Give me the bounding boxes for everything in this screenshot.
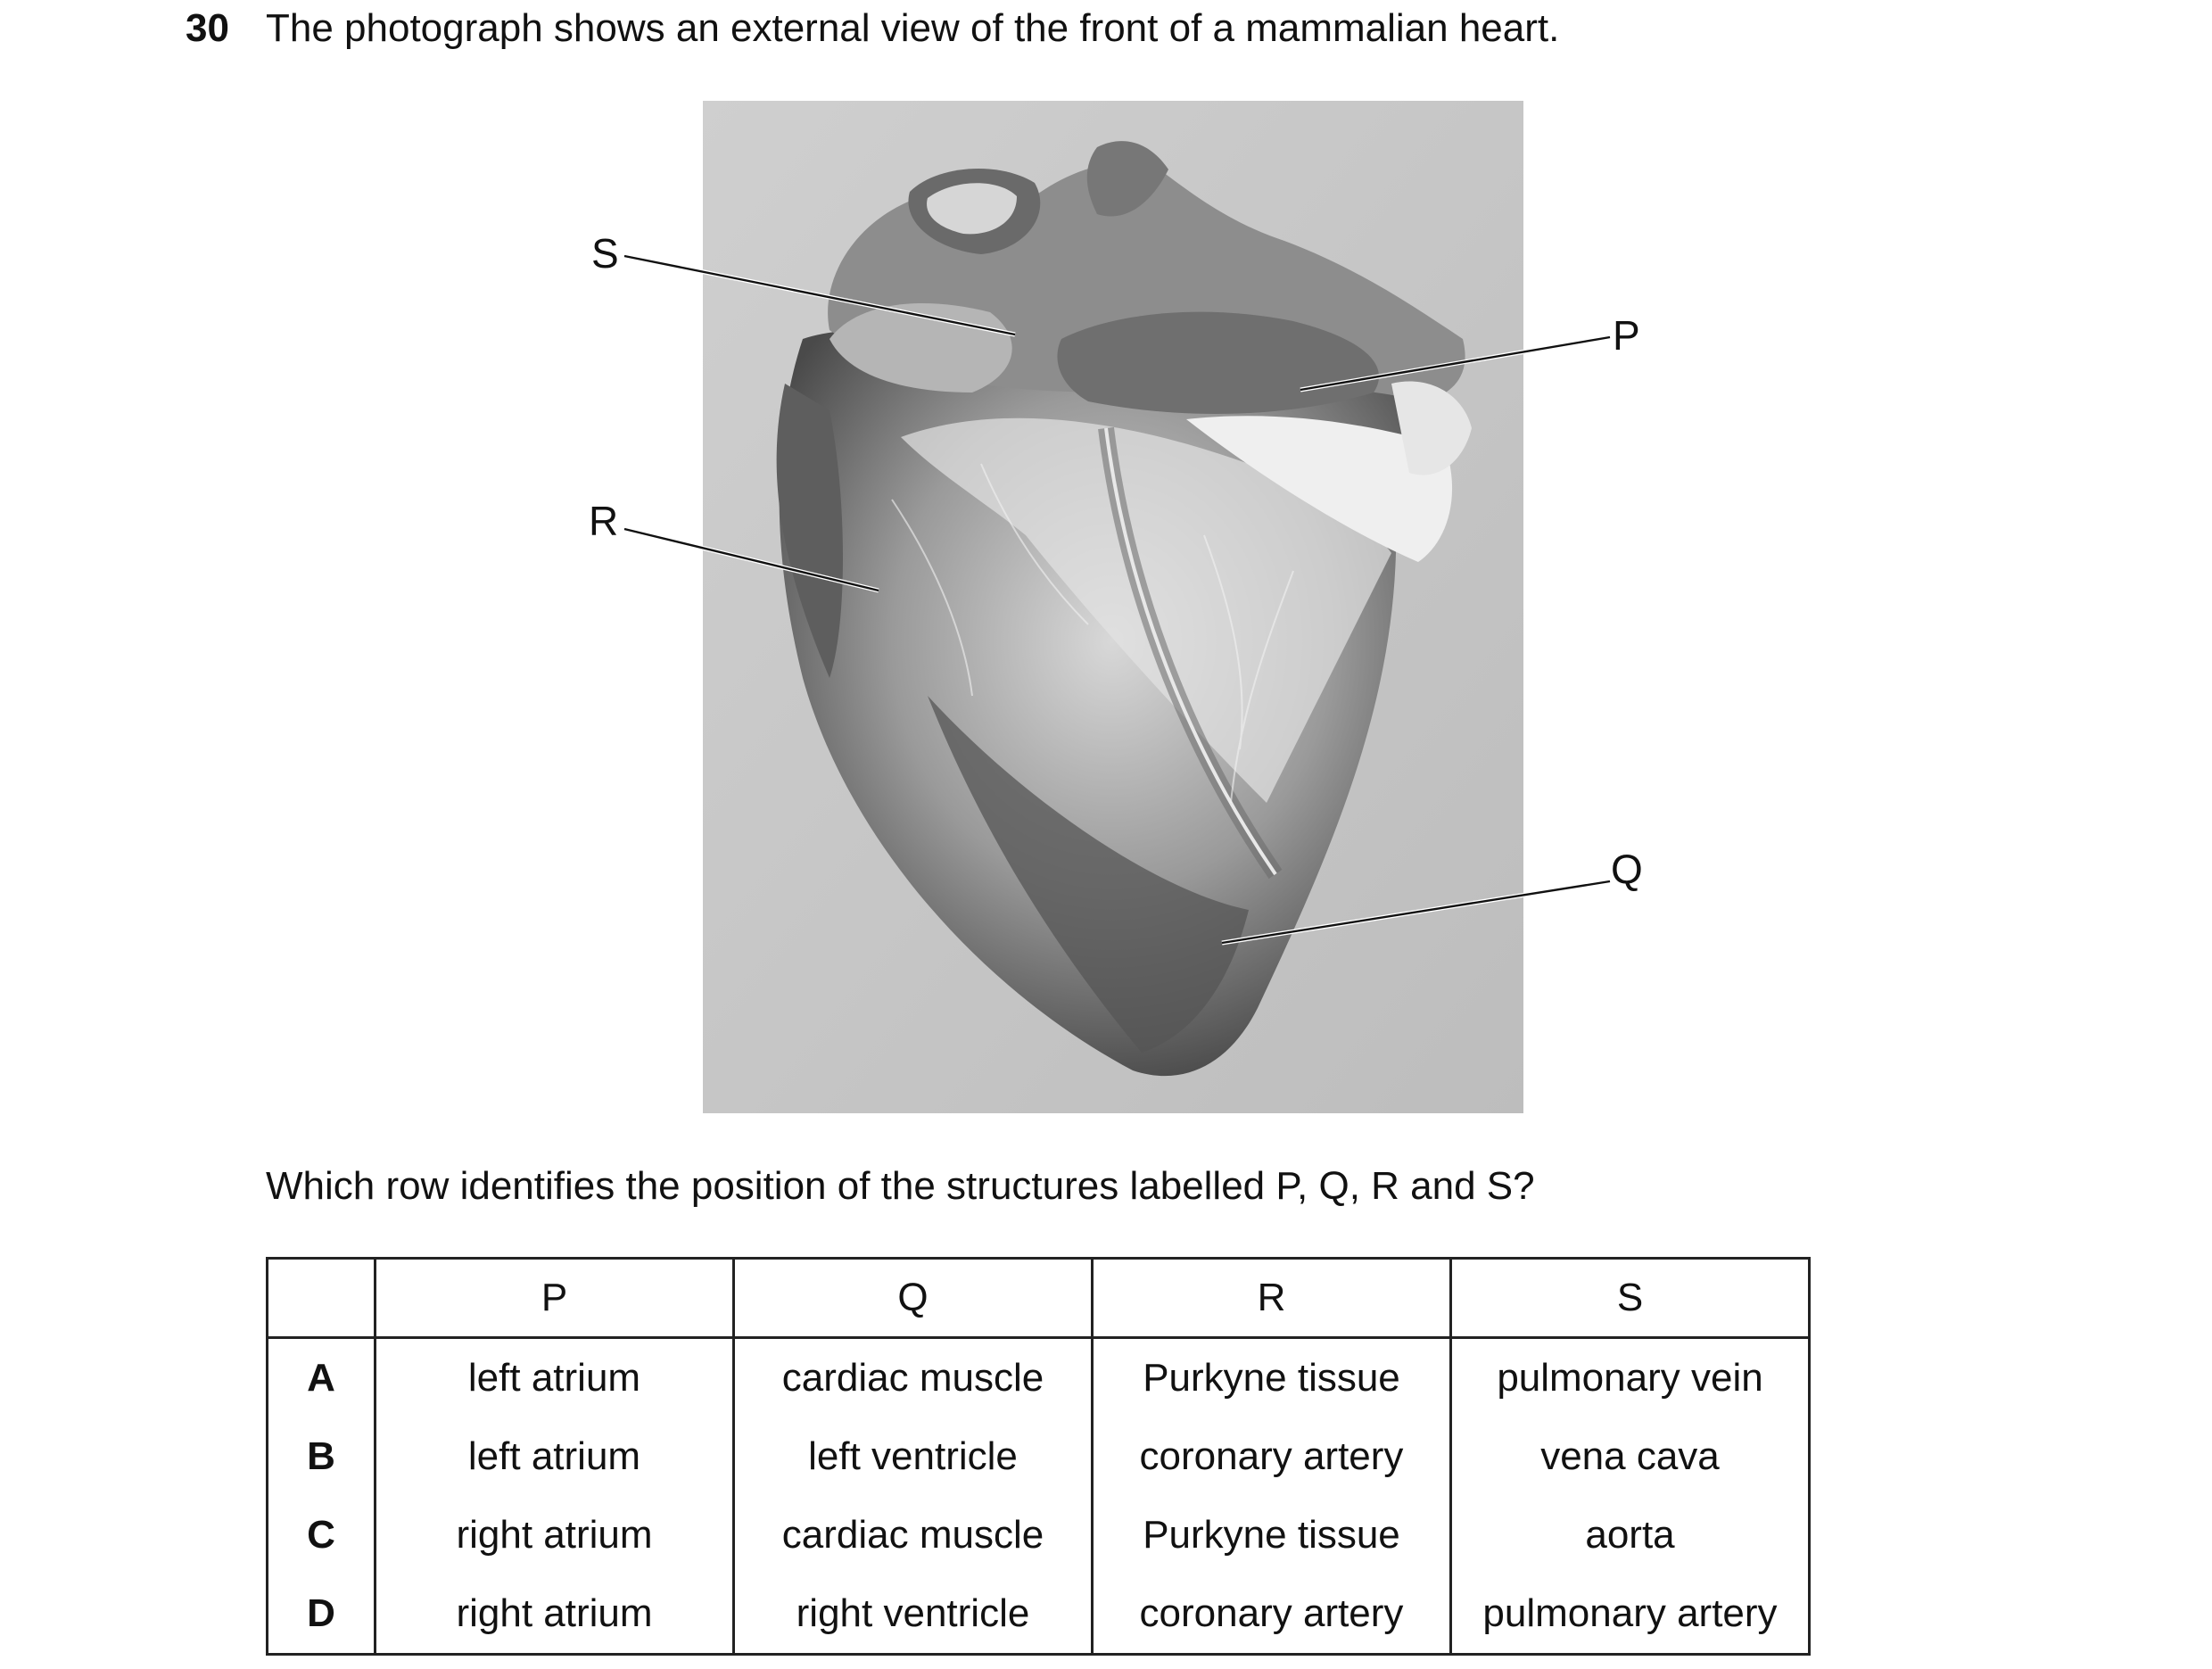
table-cell: right atrium bbox=[376, 1496, 734, 1574]
label-s: S bbox=[591, 230, 619, 277]
label-q: Q bbox=[1611, 846, 1643, 892]
table-cell: cardiac muscle bbox=[734, 1496, 1093, 1574]
table-cell: vena cava bbox=[1451, 1417, 1810, 1496]
table-row bbox=[268, 1574, 1810, 1655]
row-key: B bbox=[268, 1417, 376, 1496]
table-cell: coronary artery bbox=[1093, 1574, 1451, 1655]
question-number: 30 bbox=[186, 6, 229, 50]
table-cell: coronary artery bbox=[1093, 1417, 1451, 1496]
table-cell: right ventricle bbox=[734, 1574, 1093, 1655]
table-cell: left atrium bbox=[376, 1338, 734, 1418]
question-stem: The photograph shows an external view of the front of a mammalian heart. bbox=[266, 6, 1560, 50]
table-cell: left atrium bbox=[376, 1417, 734, 1496]
header-cell-s: S bbox=[1451, 1259, 1810, 1338]
table-row bbox=[268, 1417, 1810, 1496]
table-cell: Purkyne tissue bbox=[1093, 1496, 1451, 1574]
row-key: C bbox=[268, 1496, 376, 1574]
label-r: R bbox=[589, 498, 619, 544]
header-cell-q: Q bbox=[734, 1259, 1093, 1338]
header-row bbox=[268, 1259, 1810, 1338]
table-cell: pulmonary artery bbox=[1451, 1574, 1810, 1655]
row-key: A bbox=[268, 1338, 376, 1418]
header-cell-p: P bbox=[376, 1259, 734, 1338]
answer-table bbox=[266, 1257, 1811, 1656]
table-cell: cardiac muscle bbox=[734, 1338, 1093, 1418]
table-cell: pulmonary vein bbox=[1451, 1338, 1810, 1418]
table-cell: left ventricle bbox=[734, 1417, 1093, 1496]
table-cell: Purkyne tissue bbox=[1093, 1338, 1451, 1418]
header-cell-r: R bbox=[1093, 1259, 1451, 1338]
question-prompt: Which row identifies the position of the structures labelled P, Q, R and S? bbox=[266, 1164, 1535, 1208]
label-p: P bbox=[1613, 312, 1640, 359]
table-row bbox=[268, 1496, 1810, 1574]
table-cell: aorta bbox=[1451, 1496, 1810, 1574]
table-cell: right atrium bbox=[376, 1574, 734, 1655]
row-key: D bbox=[268, 1574, 376, 1655]
header-cell-blank bbox=[268, 1259, 376, 1338]
table-row bbox=[268, 1338, 1810, 1418]
